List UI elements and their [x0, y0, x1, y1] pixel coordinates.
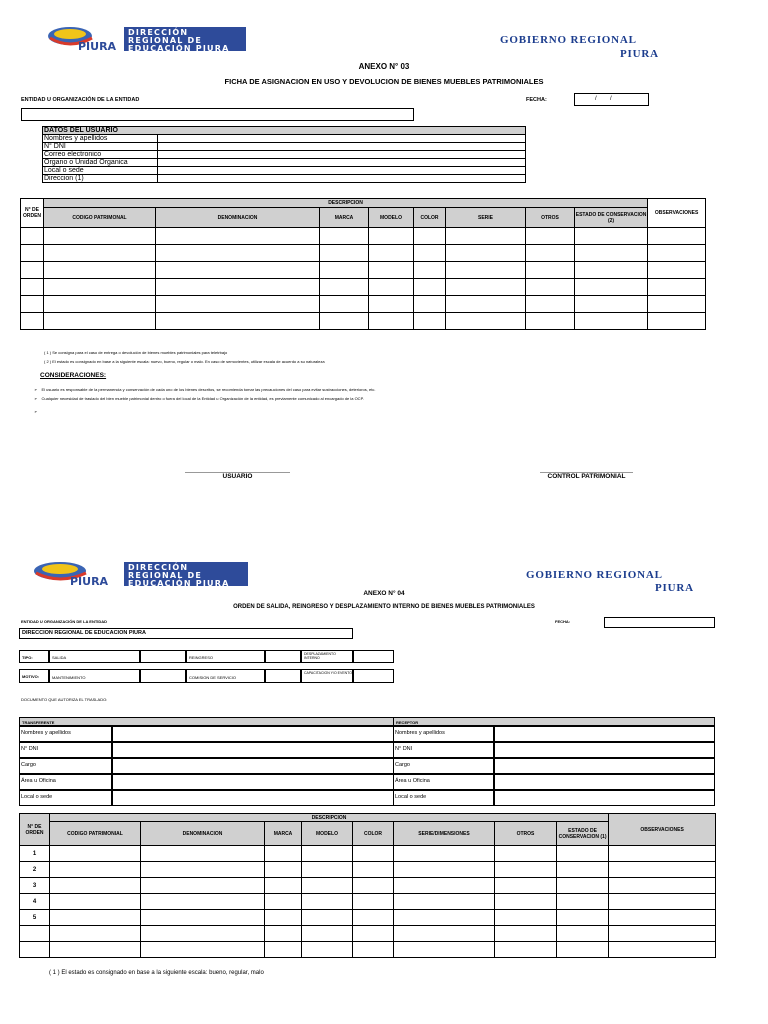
reingreso-label: REINGRESO: [189, 655, 214, 660]
table-cell[interactable]: [575, 228, 648, 245]
table-cell[interactable]: [44, 262, 156, 279]
mantenimiento-checkbox[interactable]: [140, 669, 186, 683]
col-modelo: MODELO: [369, 208, 414, 228]
logo-text: PIURA: [78, 40, 117, 53]
reingreso-cell: [186, 650, 265, 663]
col-denominacion: DENOMINACION: [156, 208, 320, 228]
table-cell[interactable]: [302, 878, 353, 894]
table-cell[interactable]: [414, 313, 446, 330]
gobierno-regional-line2: PIURA: [620, 48, 659, 60]
descripcion-header: DESCRIPCION: [44, 199, 648, 208]
receptor-row-label: Cargo: [395, 762, 410, 768]
bullet-icon: ➢: [34, 409, 38, 414]
table-cell[interactable]: [575, 245, 648, 262]
capacitacion-checkbox[interactable]: [353, 669, 394, 683]
table-cell[interactable]: [394, 942, 495, 958]
motivo-label-cell: [19, 669, 49, 683]
consideration-2: [34, 396, 364, 401]
table-cell[interactable]: [394, 846, 495, 862]
banner-line: REGIONAL DE: [128, 36, 203, 45]
table-cell[interactable]: [353, 894, 394, 910]
table-cell[interactable]: [495, 862, 557, 878]
receptor-row-label-cell: [393, 726, 494, 742]
receptor-row-value[interactable]: [494, 742, 715, 758]
dre-logo: [44, 24, 246, 54]
anexo3-subtitle: FICHA DE ASIGNACION EN USO Y DEVOLUCION DE BIENES MUEBLES PATRIMONIALES: [224, 77, 544, 86]
col-codigo: CODIGO PATRIMONIAL: [50, 822, 141, 846]
table-cell[interactable]: [414, 228, 446, 245]
col-serie: SERIE/DIMENSIONES: [394, 822, 495, 846]
table-cell[interactable]: [141, 894, 265, 910]
table-cell[interactable]: [353, 910, 394, 926]
table-cell[interactable]: [495, 910, 557, 926]
user-row-label: Organo o Unidad Organica: [43, 159, 158, 167]
transferente-row-label-cell: [19, 790, 112, 806]
table-cell[interactable]: [50, 846, 141, 862]
transferente-row-label-cell: [19, 758, 112, 774]
entity-label: ENTIDAD U ORGANIZACIÓN DE LA ENTIDAD: [21, 97, 140, 103]
table-cell[interactable]: [575, 313, 648, 330]
table-cell[interactable]: [609, 878, 716, 894]
user-row-value[interactable]: [158, 151, 526, 159]
col-modelo: MODELO: [302, 822, 353, 846]
bullet-icon: ➢: [34, 387, 38, 392]
user-row-label: N° DNI: [43, 143, 158, 151]
table-cell[interactable]: [557, 846, 609, 862]
table-cell[interactable]: [394, 878, 495, 894]
salida-checkbox[interactable]: [140, 650, 186, 663]
col-codigo: CODIGO PATRIMONAL: [44, 208, 156, 228]
table-row: [21, 279, 706, 296]
consideration-1: [34, 387, 375, 392]
table-cell[interactable]: [156, 313, 320, 330]
table-cell[interactable]: [414, 245, 446, 262]
col-otros: OTROS: [526, 208, 575, 228]
table-cell[interactable]: [414, 262, 446, 279]
table-cell[interactable]: [557, 894, 609, 910]
transferente-row-value[interactable]: [112, 742, 394, 758]
table-cell[interactable]: [44, 296, 156, 313]
table-row: [20, 894, 716, 910]
transferente-label: TRANSFERENTE: [22, 720, 55, 725]
table-cell[interactable]: [495, 894, 557, 910]
table-cell[interactable]: [353, 862, 394, 878]
row-number: 5: [20, 910, 50, 926]
goods-table-anexo3: [20, 198, 706, 330]
consideration-3: [34, 409, 37, 414]
table-cell[interactable]: [557, 862, 609, 878]
note-2: ( 2 ) El estado es consignado en base a la siguiente escala: nuevo, bueno, regular o malo. En caso de semovientes, utilizar escala de acuerdo a su naturaleza: [44, 359, 325, 364]
table-cell[interactable]: [575, 262, 648, 279]
transferente-row-value[interactable]: [112, 726, 394, 742]
table-cell[interactable]: [320, 313, 369, 330]
table-cell[interactable]: [320, 262, 369, 279]
table-cell[interactable]: [302, 846, 353, 862]
motivo-row: [19, 669, 394, 683]
fecha-field[interactable]: [574, 93, 649, 106]
descripcion-header: DESCRIPCION: [50, 814, 609, 822]
col-marca: MARCA: [320, 208, 369, 228]
table-cell[interactable]: [21, 228, 44, 245]
table-cell[interactable]: [648, 262, 706, 279]
user-row-value[interactable]: [158, 159, 526, 167]
desplazamiento-cell: [301, 650, 353, 663]
table-cell[interactable]: [50, 862, 141, 878]
table-cell[interactable]: [265, 926, 302, 942]
col-marca: MARCA: [265, 822, 302, 846]
user-row-label: Direccion (1): [43, 175, 158, 183]
table-cell[interactable]: [302, 910, 353, 926]
table-cell[interactable]: [353, 942, 394, 958]
table-cell[interactable]: [141, 846, 265, 862]
receptor-row-label: Local o sede: [395, 794, 427, 800]
table-cell[interactable]: [446, 296, 526, 313]
tipo-label: TIPO:: [22, 655, 33, 660]
reingreso-checkbox[interactable]: [265, 650, 301, 663]
table-cell[interactable]: [44, 313, 156, 330]
table-row: [20, 862, 716, 878]
banner-line: DIRECCIÓN: [128, 563, 189, 572]
table-cell[interactable]: [446, 245, 526, 262]
table-cell[interactable]: [265, 942, 302, 958]
logo-text: PIURA: [70, 575, 109, 588]
table-cell[interactable]: [265, 862, 302, 878]
receptor-row-label-cell: [393, 742, 494, 758]
col-observaciones: OBSERVACIONES: [648, 199, 706, 228]
row-number: 3: [20, 878, 50, 894]
mantenimiento-cell: [49, 669, 140, 683]
banner-line: REGIONAL DE: [128, 571, 203, 580]
receptor-row-label-cell: [393, 758, 494, 774]
table-cell[interactable]: [156, 296, 320, 313]
table-cell[interactable]: [320, 296, 369, 313]
table-cell[interactable]: [320, 228, 369, 245]
receptor-row-label: Nombres y apellidos: [395, 730, 445, 736]
table-cell[interactable]: [609, 926, 716, 942]
table-cell[interactable]: [495, 942, 557, 958]
banner-line: DIRECCIÓN: [128, 28, 189, 37]
table-cell[interactable]: [50, 910, 141, 926]
table-cell[interactable]: [369, 313, 414, 330]
mantenimiento-label: MANTENIMIENTO: [52, 675, 86, 680]
table-cell[interactable]: [50, 926, 141, 942]
col-estado: ESTADO DE CONSERVACION (1): [557, 822, 609, 846]
table-cell[interactable]: [141, 942, 265, 958]
anexo3-title: ANEXO N° 03: [358, 62, 410, 71]
receptor-row-label: Área u Oficina: [395, 778, 430, 784]
table-cell[interactable]: [21, 245, 44, 262]
table-cell[interactable]: [648, 313, 706, 330]
table-cell[interactable]: [609, 942, 716, 958]
table-cell[interactable]: [156, 245, 320, 262]
table-cell[interactable]: [302, 942, 353, 958]
transferente-header: [19, 717, 394, 726]
col-otros: OTROS: [495, 822, 557, 846]
table-cell[interactable]: [394, 862, 495, 878]
receptor-label: RECEPTOR: [396, 720, 419, 725]
col-observaciones: OBSERVACIONES: [609, 814, 716, 846]
table-cell[interactable]: [353, 926, 394, 942]
banner-line: EDUCACIÓN PIURA: [128, 44, 230, 53]
user-row-value[interactable]: [158, 175, 526, 183]
table-cell[interactable]: [526, 228, 575, 245]
table-cell[interactable]: [609, 862, 716, 878]
col-color: COLOR: [414, 208, 446, 228]
transferente-row-value[interactable]: [112, 774, 394, 790]
entity-field[interactable]: [21, 108, 414, 121]
table-cell[interactable]: [526, 313, 575, 330]
table-cell[interactable]: [265, 878, 302, 894]
table-cell[interactable]: [50, 894, 141, 910]
transferente-row-label-cell: [19, 726, 112, 742]
table-cell[interactable]: [156, 228, 320, 245]
col-serie: SERIE: [446, 208, 526, 228]
anexo4-subtitle: ORDEN DE SALIDA, REINGRESO Y DESPLAZAMIENTO INTERNO DE BIENES MUEBLES PATRIMONIALES: [233, 604, 535, 610]
table-cell[interactable]: [495, 846, 557, 862]
logo-banner: [124, 27, 246, 51]
receptor-row-label-cell: [393, 790, 494, 806]
table-cell[interactable]: [141, 862, 265, 878]
table-cell[interactable]: [446, 228, 526, 245]
user-row-value[interactable]: [158, 167, 526, 175]
signature-usuario: USUARIO: [222, 473, 253, 480]
table-cell[interactable]: [526, 245, 575, 262]
fecha-label: FECHA:: [526, 97, 547, 103]
table-cell[interactable]: [21, 313, 44, 330]
capacitacion-cell: [301, 669, 353, 683]
table-cell[interactable]: [141, 910, 265, 926]
table-cell[interactable]: [156, 279, 320, 296]
table-cell[interactable]: [44, 279, 156, 296]
globe-emblem-icon: [30, 559, 116, 589]
table-cell[interactable]: [21, 262, 44, 279]
table-cell[interactable]: [557, 878, 609, 894]
table-row: [21, 262, 706, 279]
comision-cell: [186, 669, 265, 683]
receptor-row-value[interactable]: [494, 758, 715, 774]
table-cell[interactable]: [609, 910, 716, 926]
user-row-label: Local o sede: [43, 167, 158, 175]
table-cell[interactable]: [302, 926, 353, 942]
transferente-row-label-cell: [19, 742, 112, 758]
salida-label: SALIDA: [52, 655, 67, 660]
table-cell[interactable]: [141, 926, 265, 942]
table-cell[interactable]: [21, 296, 44, 313]
row-number: 4: [20, 894, 50, 910]
tipo-label-cell: [19, 650, 49, 663]
transferente-row-label: Local o sede: [21, 794, 53, 800]
entity-field[interactable]: [19, 628, 353, 639]
table-cell[interactable]: [648, 228, 706, 245]
fecha-value: / /: [595, 96, 612, 102]
user-row-value[interactable]: [158, 135, 526, 143]
transferente-row-label-cell: [19, 774, 112, 790]
gobierno-regional-line1: GOBIERNO REGIONAL: [500, 34, 637, 46]
table-cell[interactable]: [320, 279, 369, 296]
entity-value: DIRECCION REGIONAL DE EDUCACION PIURA: [22, 630, 146, 636]
bullet-icon: ➢: [34, 396, 38, 401]
receptor-row-label-cell: [393, 774, 494, 790]
user-row-label: Nombres y apellidos: [43, 135, 158, 143]
table-row: [20, 942, 716, 958]
table-cell[interactable]: [648, 245, 706, 262]
col-estado: ESTADO DE CONSERVACION (2): [575, 208, 648, 228]
transferente-row-value[interactable]: [112, 790, 394, 806]
table-cell[interactable]: [526, 279, 575, 296]
table-cell[interactable]: [302, 894, 353, 910]
considerations-title: CONSIDERACIONES:: [40, 372, 107, 379]
table-cell[interactable]: [446, 313, 526, 330]
col-orden: N° DE ORDEN: [21, 199, 44, 228]
gobierno-regional-line2: PIURA: [655, 582, 694, 594]
table-cell[interactable]: [369, 228, 414, 245]
motivo-label: MOTIVO:: [22, 674, 40, 679]
transferente-row-label: Área u Oficina: [21, 778, 56, 784]
receptor-row-label: N° DNI: [395, 746, 413, 752]
row-number: 1: [20, 846, 50, 862]
receptor-row-value[interactable]: [494, 790, 715, 806]
table-cell[interactable]: [44, 228, 156, 245]
table-cell[interactable]: [557, 942, 609, 958]
transferente-row-label: Cargo: [21, 762, 36, 768]
table-row: [20, 926, 716, 942]
transferente-row-value[interactable]: [112, 758, 394, 774]
comision-label: COMISION DE SERVICIO: [189, 675, 237, 680]
table-cell[interactable]: [50, 878, 141, 894]
transferente-row-label: Nombres y apellidos: [21, 730, 71, 736]
user-row-label: Correo electronico: [43, 151, 158, 159]
table-row: [21, 296, 706, 313]
table-cell[interactable]: [369, 245, 414, 262]
table-cell[interactable]: [648, 279, 706, 296]
consideration-text: Cualquier necesidad de traslado del bien mueble patrimonial dentro o fuera del local de la Entidad u Organización de la entidad, es previamente comunicado al encargado de la OCP.: [41, 396, 364, 401]
transferente-row-label: N° DNI: [21, 746, 39, 752]
table-cell[interactable]: [265, 846, 302, 862]
row-number: [20, 926, 50, 942]
anexo4-note-1: ( 1 ) El estado es consignado en base a la siguiente escala: bueno, regular, malo: [49, 970, 264, 976]
col-orden: N° DE ORDEN: [20, 814, 50, 846]
table-cell[interactable]: [575, 279, 648, 296]
table-cell[interactable]: [495, 926, 557, 942]
table-cell[interactable]: [446, 262, 526, 279]
row-number: 2: [20, 862, 50, 878]
dre-logo: [30, 559, 248, 589]
col-denominacion: DENOMINACION: [141, 822, 265, 846]
table-cell[interactable]: [394, 910, 495, 926]
table-cell[interactable]: [557, 910, 609, 926]
table-cell[interactable]: [369, 296, 414, 313]
table-row: [21, 245, 706, 262]
table-cell[interactable]: [156, 262, 320, 279]
table-cell[interactable]: [141, 878, 265, 894]
user-row-value[interactable]: [158, 143, 526, 151]
table-cell[interactable]: [50, 942, 141, 958]
table-cell[interactable]: [648, 296, 706, 313]
table-cell[interactable]: [369, 279, 414, 296]
table-cell[interactable]: [575, 296, 648, 313]
table-cell[interactable]: [44, 245, 156, 262]
fecha-field[interactable]: [604, 617, 715, 628]
desplazamiento-label: DESPLAZAMIENTO INTERNO: [304, 652, 336, 660]
table-row: [20, 910, 716, 926]
goods-table-anexo4: [19, 813, 716, 958]
table-row: [21, 228, 706, 245]
salida-cell: [49, 650, 140, 663]
table-cell[interactable]: [609, 846, 716, 862]
documento-label: DOCUMENTO QUE AUTORIZA EL TRASLADO:: [21, 697, 108, 702]
row-number: [20, 942, 50, 958]
comision-checkbox[interactable]: [265, 669, 301, 683]
table-row: [20, 846, 716, 862]
receptor-row-value[interactable]: [494, 774, 715, 790]
table-cell[interactable]: [394, 894, 495, 910]
table-row: [20, 878, 716, 894]
table-cell[interactable]: [353, 878, 394, 894]
table-cell[interactable]: [353, 846, 394, 862]
table-cell[interactable]: [414, 296, 446, 313]
table-cell[interactable]: [21, 279, 44, 296]
fecha-label: FECHA:: [555, 619, 571, 624]
globe-emblem-icon: [44, 24, 116, 54]
consideration-text: El usuario es responsable de la permanencia y conservación de cada uno de los bienes descritos, se recomienda tomar las precauciones del caso para evitar sustracciones, deterioros, etc.: [41, 387, 376, 392]
col-color: COLOR: [353, 822, 394, 846]
receptor-row-value[interactable]: [494, 726, 715, 742]
gobierno-regional-line1: GOBIERNO REGIONAL: [526, 569, 663, 581]
table-cell[interactable]: [320, 245, 369, 262]
user-data-table: [42, 126, 526, 183]
table-cell[interactable]: [526, 296, 575, 313]
table-cell[interactable]: [265, 894, 302, 910]
table-cell[interactable]: [302, 862, 353, 878]
capacitacion-label: CAPACITACION Y/O EVENTO: [304, 671, 352, 675]
note-1: ( 1 ) Se consigna para el caso de entrega o devolución de bienes muebles patrimoniales para teletrbajo: [44, 350, 228, 355]
user-data-header: DATOS DEL USUARIO: [43, 127, 526, 135]
table-cell[interactable]: [394, 926, 495, 942]
receptor-header: [393, 717, 715, 726]
table-cell[interactable]: [495, 878, 557, 894]
table-cell[interactable]: [369, 262, 414, 279]
table-cell[interactable]: [526, 262, 575, 279]
table-cell[interactable]: [414, 279, 446, 296]
table-cell[interactable]: [265, 910, 302, 926]
banner-line: EDUCACIÓN PIURA: [128, 579, 230, 588]
table-cell[interactable]: [446, 279, 526, 296]
tipo-row: [19, 650, 394, 663]
table-row: [21, 313, 706, 330]
table-cell[interactable]: [557, 926, 609, 942]
entity-label: ENTIDAD U ORGANIZACIÓN DE LA ENTIDAD: [21, 619, 108, 624]
table-cell[interactable]: [609, 894, 716, 910]
logo-banner: [124, 562, 248, 586]
anexo4-title: ANEXO N° 04: [363, 590, 405, 597]
desplazamiento-checkbox[interactable]: [353, 650, 394, 663]
signature-control: CONTROL PATRIMONIAL: [547, 473, 626, 480]
